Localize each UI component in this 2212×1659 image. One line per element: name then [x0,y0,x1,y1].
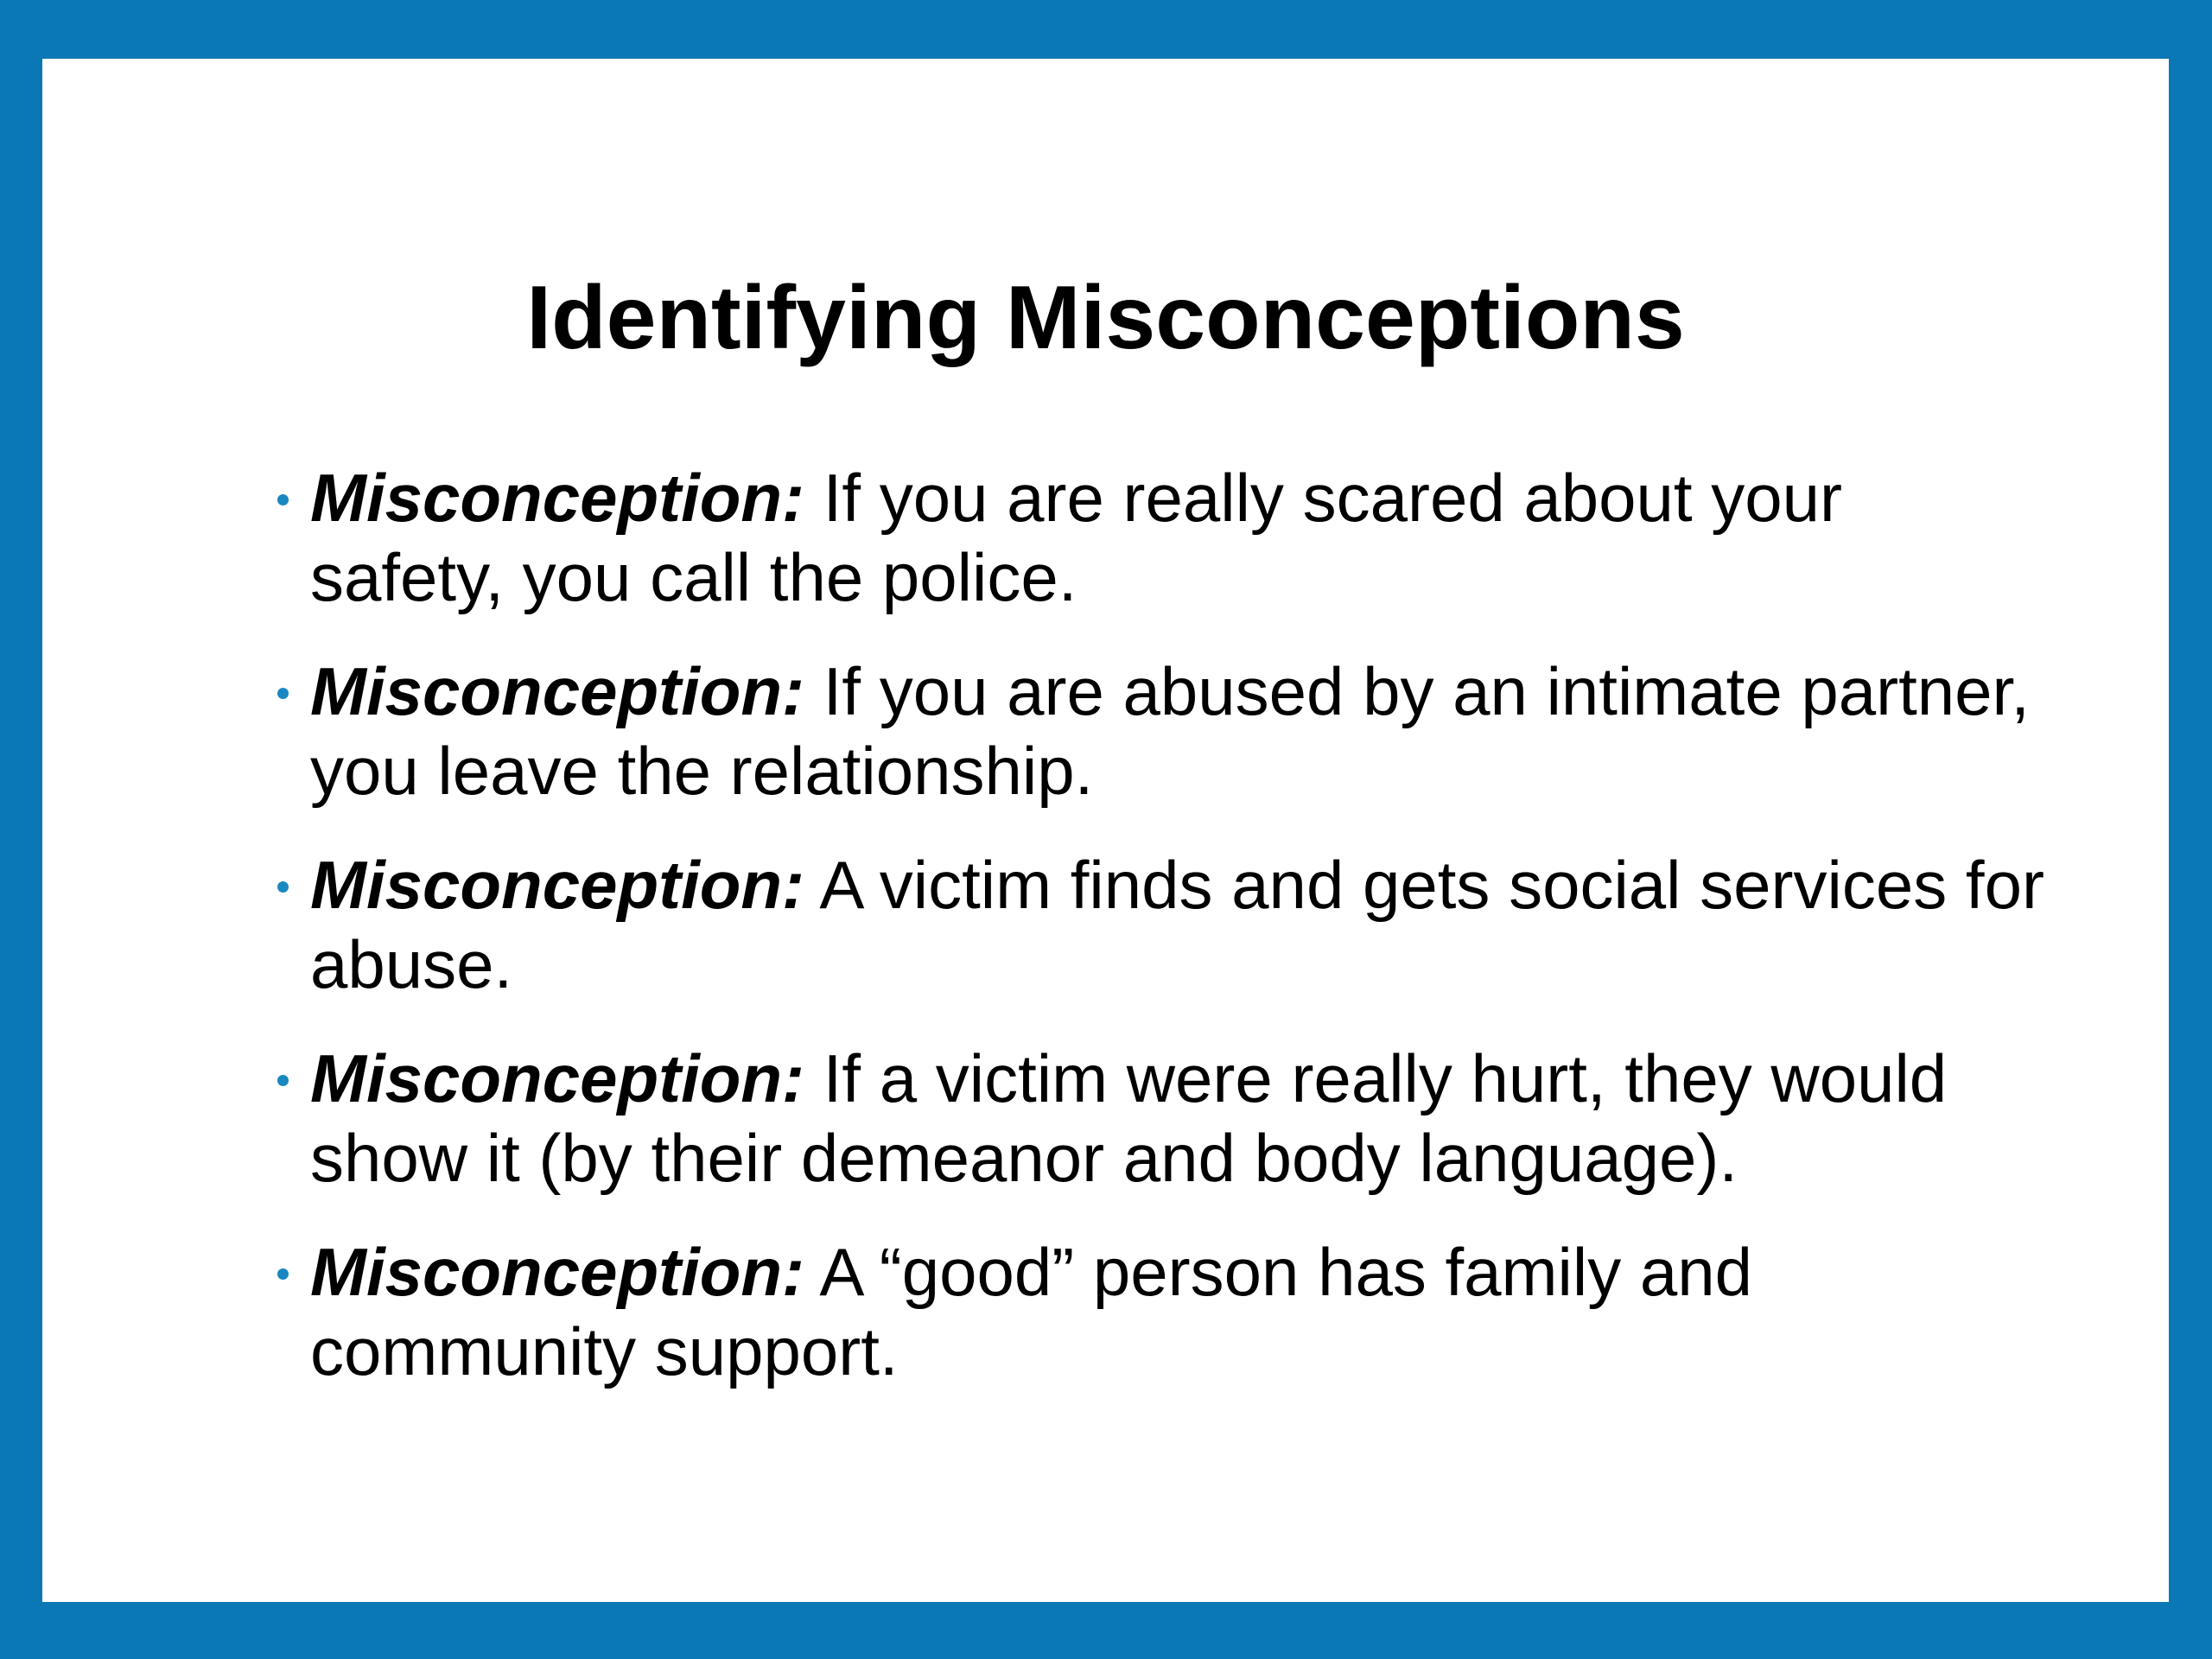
bullet-item [267,845,2047,1004]
bullet-dot-icon [277,1268,289,1280]
bullet-dot-icon [277,881,289,893]
bullet-label: Misconception: [310,653,805,729]
bullet-label: Misconception: [310,1040,805,1116]
bullet-text: If you are abused by an intimate partner, you leave the relationship. [310,653,2030,809]
bullet-text: A “good” person has family and community support. [310,1234,1753,1389]
bullet-list [267,458,2047,1426]
bullet-label: Misconception: [310,460,805,536]
bullet-dot-icon [277,688,289,699]
bullet-text: If a victim were really hurt, they would show it (by their demeanor and body language). [310,1040,1948,1196]
bullet-item [267,1232,2047,1391]
bullet-item [267,458,2047,617]
bullet-label: Misconception: [310,1234,805,1310]
slide-title: Identifying Misconceptions [526,268,1685,368]
bullet-item [267,652,2047,810]
bullet-label: Misconception: [310,847,805,923]
bullet-text: If you are really scared about your safety, you call the police. [310,460,1842,615]
slide [42,59,2169,1602]
bullet-dot-icon [277,1075,289,1086]
bullet-dot-icon [277,494,289,505]
bullet-text: A victim finds and gets social services for abuse. [310,847,2044,1002]
bullet-item [267,1039,2047,1198]
